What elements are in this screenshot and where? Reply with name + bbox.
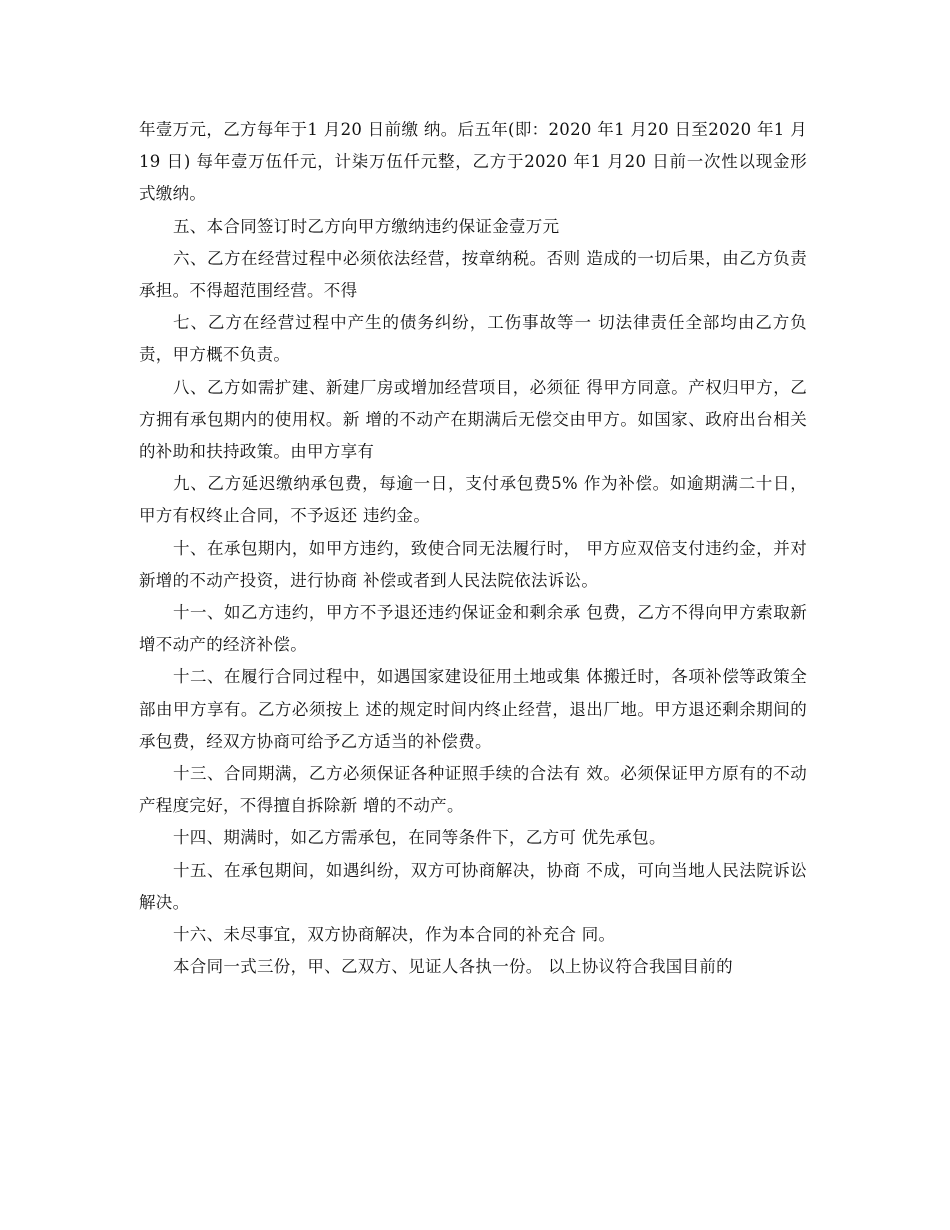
clause-5: 五、本合同签订时乙方向甲方缴纳违约保证金壹万元 <box>173 216 560 236</box>
clause-11: 十一、如乙方违约，甲方不予退还违约保证金和剩余承 包费，乙方不得向甲方索取新增不动产的经济补偿。 <box>139 603 807 655</box>
paragraph-payment-terms: 年壹万元，乙方每年于1 月20 日前缴 纳。后五年(即：2020 年1 月20 日至2020 年1 月19 日) 每年壹万伍仟元，计柒万伍仟元整，乙方于2020 年1 月20 日前一次性以现金形式缴纳。 <box>139 120 807 204</box>
clause-6: 六、乙方在经营过程中必须依法经营，按章纳税。否则 造成的一切后果，由乙方负责承担。不得超范围经营。不得 <box>139 248 807 301</box>
clause-8: 八、乙方如需扩建、新建厂房或增加经营项目，必须征 得甲方同意。产权归甲方，乙方拥有承包期内的使用权。新 增的不动产在期满后无偿交由甲方。如国家、政府出台相关 的补助和扶持政策。由甲方享有 <box>139 377 807 462</box>
closing-paragraph: 本合同一式三份，甲、乙双方、见证人各执一份。 以上协议符合我国目前的 <box>173 957 733 977</box>
clause-7: 七、乙方在经营过程中产生的债务纠纷，工伤事故等一 切法律责任全部均由乙方负责，甲方概不负责。 <box>139 313 807 365</box>
document-body <box>139 114 807 983</box>
clause-13: 十三、合同期满，乙方必须保证各种证照手续的合法有 效。必须保证甲方原有的不动产程度完好，不得擅自拆除新 增的不动产。 <box>139 764 807 816</box>
clause-9: 九、乙方延迟缴纳承包费，每逾一日，支付承包费5% 作为补偿。如逾期满二十日，甲方有权终止合同，不予返还 违约金。 <box>139 474 807 526</box>
clause-16: 十六、未尽事宜，双方协商解决，作为本合同的补充合 同。 <box>173 925 616 945</box>
clause-12: 十二、在履行合同过程中，如遇国家建设征用土地或集 体搬迁时，各项补偿等政策全部由甲方享有。乙方必须按上 述的规定时间内终止经营，退出厂地。甲方退还剩余期间的 承包费，经双方协商可给予乙方适当的补偿费。 <box>139 667 807 751</box>
clause-15: 十五、在承包期间，如遇纠纷，双方可协商解决，协商 不成，可向当地人民法院诉讼解决。 <box>139 860 807 912</box>
clause-14: 十四、期满时，如乙方需承包，在同等条件下，乙方可 优先承包。 <box>173 828 666 848</box>
clause-10: 十、在承包期内，如甲方违约，致使合同无法履行时， 甲方应双倍支付违约金，并对新增的不动产投资，进行协商 补偿或者到人民法院依法诉讼。 <box>139 538 807 590</box>
